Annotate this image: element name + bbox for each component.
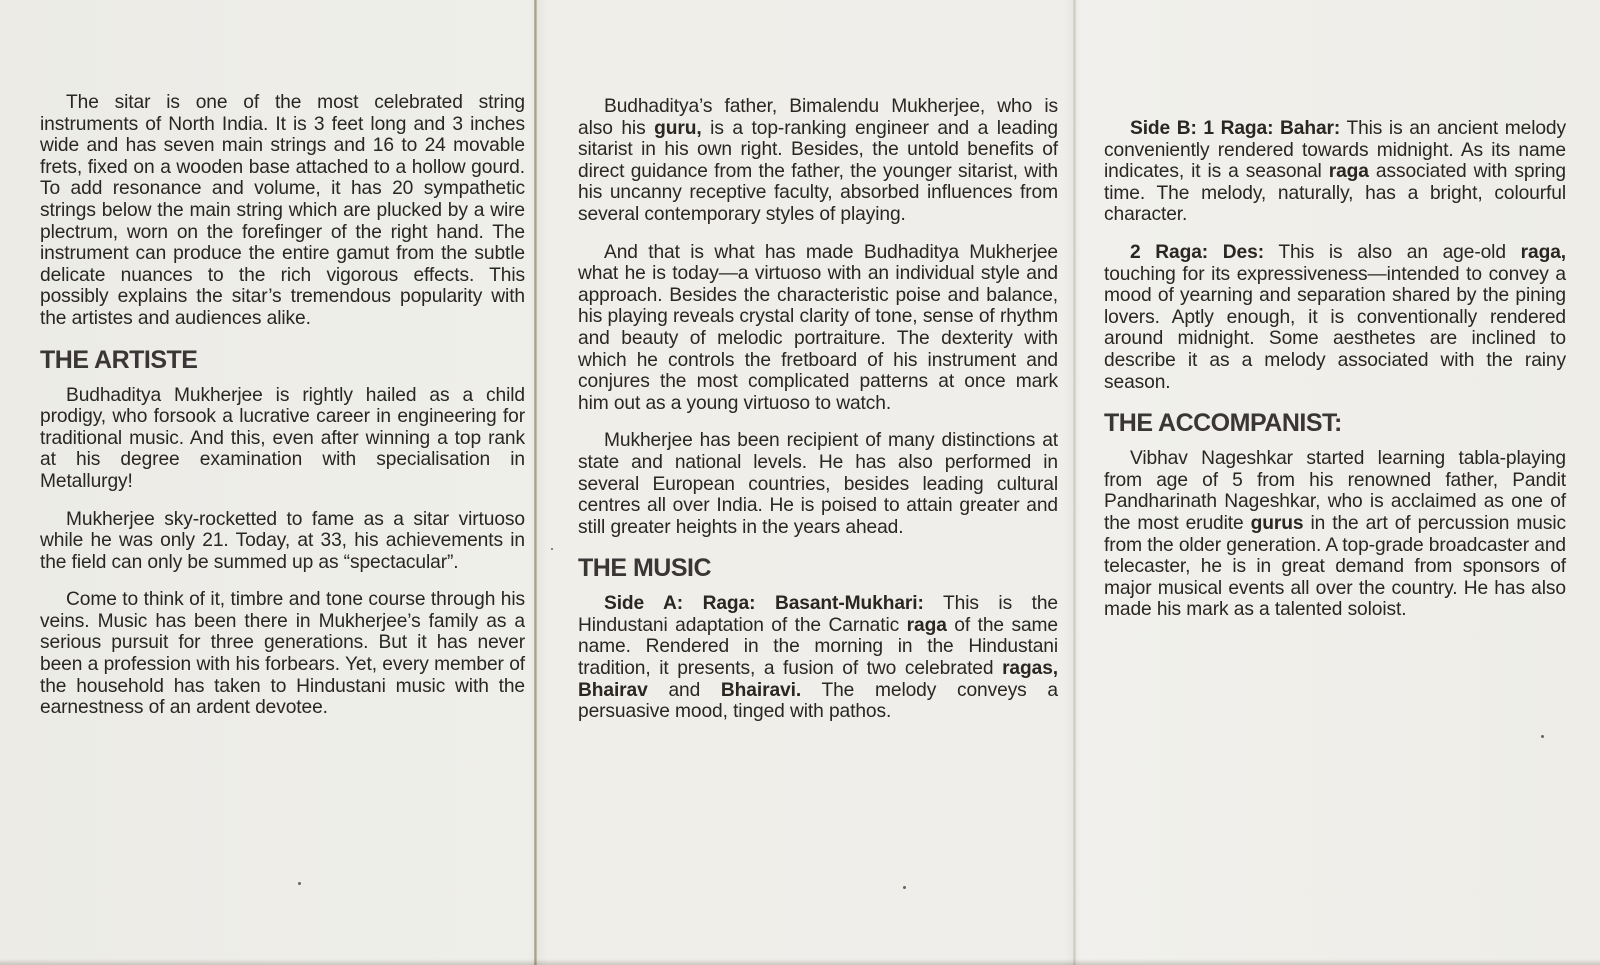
virtuoso-paragraph: And that is what has made Budhaditya Mukherjee what he is today—a virtuoso with an individual style and approach. Besides the characteristic poise and balance, his playing reveals crystal clarity of tone, sense of rhythm and beauty of melodic portraiture. The dexterity with which he controls the fretboard of his instrument and conjures the most complicated patterns at once mark him out as a young virtuoso to watch. [578,241,1058,414]
artiste-heading: THE ARTISTE [40,345,198,374]
text-run: This is the Hindustani adaptation of the Carnatic [578,593,1058,636]
bold-term: raga [1328,161,1369,183]
music-heading: THE MUSIC [578,554,711,583]
sheet-bottom-edge [0,959,1600,965]
bold-term: ragas, Bhairav [578,658,1058,701]
artiste-paragraph-2: Mukherjee sky-rocketted to fame as a sitar virtuoso while he was only 21. Today, at 33, his achievements in the field can only be summed up as “spectacular”. [40,508,525,573]
raga-des-paragraph [1104,242,1566,393]
accompanist-paragraph [1104,448,1566,621]
side-b-label: Side B: 1 Raga: Bahar: [1130,118,1341,139]
text-run: and [647,679,721,701]
text-run: The melody conveys a persuasive mood, tinged with pathos. [578,679,1058,723]
intro-paragraph: The sitar is one of the most celebrated string instruments of North India. It is 3 feet long and 3 inches wide and has seven main strings and 16 to 24 movable frets, fixed on a wooden base attached to a hollow gourd. To add resonance and volume, it has 20 sympathetic strings below the main string which are plucked by a wire plectrum, worn on the forefinger of the right hand. The instrument can produce the entire gamut from the subtle delicate nuances to the rich vigorous effects. This possibly explains the sitar’s tremendous popularity with the artistes and audiences alike. [40,92,525,329]
bold-term: Bhairavi. [720,679,802,701]
text-run: Vibhav Nageshkar started learning tabla-playing from age of 5 from his renowned father, Pandit Pandharinath Nageshkar, who is acclaimed as one of the most erudite [1104,448,1566,534]
text-run: Budhaditya’s father, Bimalendu Mukherjee, who is also his [578,96,1058,139]
bold-term: guru, [654,117,702,139]
paper-speck [298,882,301,885]
text-run: This is also an age-old [1263,241,1521,263]
artiste-paragraph-1: Budhaditya Mukherjee is rightly hailed as a child prodigy, who forsook a lucrative career in engineering for traditional music. And this, even after winning a top rank at his degree examination with specialisation in Metallurgy! [40,384,525,492]
panel-middle [578,96,1058,739]
text-run: is a top-ranking engineer and a leading sitarist in his own right. Besides, the untold benefits of direct guidance from the father, the younger sitarist, with his uncanny receptive faculty, absorbed influences from several contemporary styles of playing. [578,117,1058,225]
paper-speck [903,886,906,889]
distinctions-paragraph: Mukherjee has been recipient of many distinctions at state and national levels. He has also performed in several European countries, besides leading cultural centres all over India. He is poised to attain greater and still greater heights in the years ahead. [578,430,1058,538]
text-run: associated with spring time. The melody, naturally, has a bright, colourful character. [1104,161,1567,226]
father-paragraph [578,96,1058,226]
text-run: of the same name. Rendered in the morning in the Hindustani tradition, it presents, a fusion of two celebrated [578,614,1058,680]
bold-term: raga, [1520,241,1567,263]
bold-term: raga [906,614,947,636]
paper-speck [551,548,553,550]
panel-right [1104,118,1566,637]
side-a-paragraph [578,593,1058,723]
artiste-paragraph-3: Come to think of it, timbre and tone course through his veins. Music has been there in Mukherjee’s family as a serious pursuit for three generations. But it has never been a profession with his forbears. Yet, every member of the household has taken to Hindustani music with the earnestness of an ardent devotee. [40,589,525,719]
bold-term: gurus [1250,512,1304,534]
text-run: in the art of percussion music from the older generation. A top-grade broadcaster and telecaster, he is in great demand from sponsors of major musical events all over the country. He has also made his mark as a talented soloist. [1104,512,1566,621]
panel-fold-left [534,0,537,965]
side-b-paragraph [1104,118,1566,226]
paper-speck [1541,735,1544,738]
panel-fold-right [1073,0,1076,965]
text-run: touching for its expressiveness—intended to convey a mood of yearning and separation shared by the pining lovers. Aptly enough, it is conventionally rendered around midnight. Some aesthetes are inclined to describe it as a melody associated with the rainy season. [1104,263,1566,393]
raga-des-label: 2 Raga: Des: [1130,241,1264,263]
accompanist-heading: THE ACCOMPANIST: [1104,409,1342,438]
panel-left [40,92,525,735]
side-a-label: Side A: Raga: Basant-Mukhari: [604,593,924,615]
text-run: This is an ancient melody conveniently rendered towards midnight. As its name indicates, it is a seasonal [1104,118,1566,183]
